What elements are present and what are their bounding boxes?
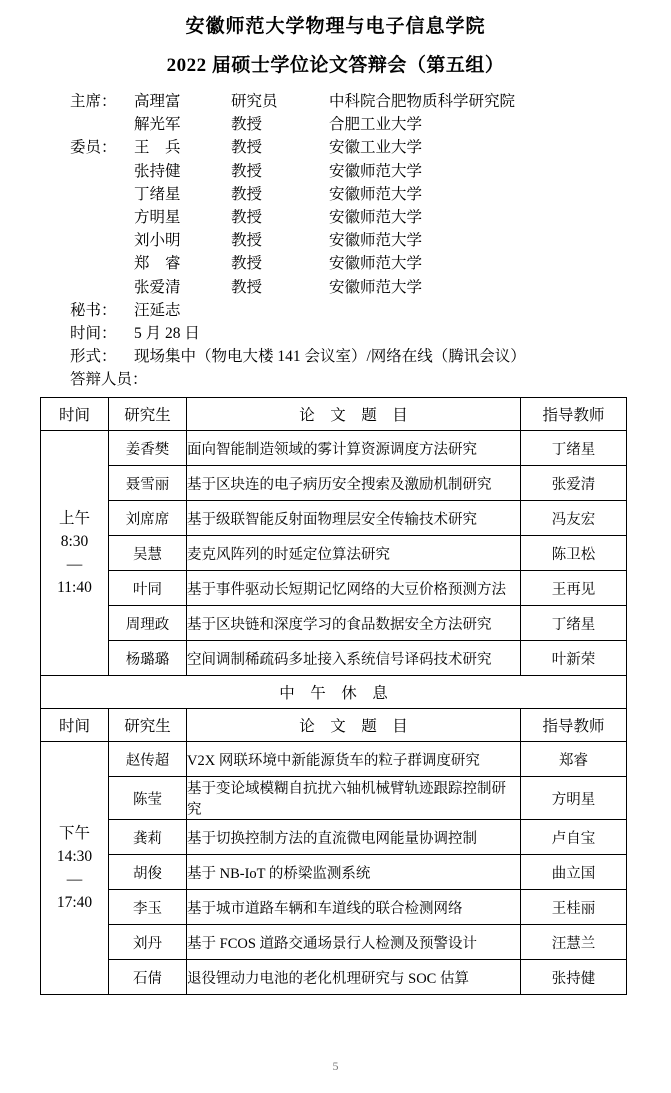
table-row [41, 890, 627, 925]
thesis-title-cell: 基于区块连的电子病历安全搜索及激励机制研究 [187, 466, 521, 501]
advisor-name-cell: 叶新荣 [521, 641, 627, 676]
morning-session-time-cell [41, 431, 109, 676]
member-org: 安徽师范大学 [329, 278, 423, 296]
thesis-title-cell: 基于 FCOS 道路交通场景行人检测及预警设计 [187, 925, 521, 960]
thesis-title-cell: 退役锂动力电池的老化机理研究与 SOC 估算 [187, 960, 521, 995]
member-name: 方明星 [134, 209, 181, 227]
format-value: 现场集中（物电大楼 141 会议室）/网络在线（腾讯会议） [134, 348, 526, 366]
member-title: 研究员 [231, 93, 278, 110]
student-name-cell: 刘丹 [109, 925, 187, 960]
lunch-break-label: 中 午 休 息 [41, 676, 627, 709]
header-student: 研究生 [109, 709, 187, 742]
session-time-dash: — [66, 871, 83, 888]
role-label [70, 252, 134, 275]
member-org: 合肥工业大学 [329, 116, 423, 134]
lunch-break-row [41, 676, 627, 709]
table-row [41, 606, 627, 641]
afternoon-session-time-cell [41, 742, 109, 995]
member-name: 郑 睿 [134, 255, 181, 273]
advisor-name-cell: 陈卫松 [521, 536, 627, 571]
advisor-name-cell: 王桂丽 [521, 890, 627, 925]
member-name: 丁绪星 [134, 185, 181, 203]
advisor-name-cell: 卢自宝 [521, 820, 627, 855]
advisor-name-cell: 方明星 [521, 777, 627, 820]
committee-row [70, 229, 671, 252]
table-row [41, 777, 627, 820]
student-name-cell: 石倩 [109, 960, 187, 995]
secretary-name: 汪延志 [134, 301, 181, 319]
table-row [41, 960, 627, 995]
session-start-time: 8:30 [60, 532, 89, 550]
member-title: 教授 [231, 255, 263, 273]
thesis-title-cell: 基于切换控制方法的直流微电网能量协调控制 [187, 820, 521, 855]
table-row [41, 571, 627, 606]
session-period: 下午 [58, 824, 90, 842]
advisor-name-cell: 郑睿 [521, 742, 627, 777]
committee-row [70, 183, 671, 206]
advisor-name-cell: 王再见 [521, 571, 627, 606]
thesis-title-cell: 基于变论域模糊自抗扰六轴机械臂轨迹跟踪控制研究 [187, 777, 521, 820]
header-time: 时间 [41, 709, 109, 742]
table-row [41, 641, 627, 676]
table-row [41, 925, 627, 960]
format-label: 形式： [70, 348, 117, 366]
thesis-title-cell: 空间调制稀疏码多址接入系统信号译码技术研究 [187, 641, 521, 676]
advisor-name-cell: 冯友宏 [521, 501, 627, 536]
member-name: 张持健 [134, 162, 181, 180]
committee-row [70, 113, 671, 136]
defenders-label: 答辩人员： [70, 371, 148, 389]
advisor-name-cell: 张持健 [521, 960, 627, 995]
student-name-cell: 吴慧 [109, 536, 187, 571]
student-name-cell: 叶同 [109, 571, 187, 606]
member-org: 安徽师范大学 [329, 162, 423, 180]
thesis-title-cell: 基于城市道路车辆和车道线的联合检测网络 [187, 890, 521, 925]
thesis-title-cell: 基于 NB-IoT 的桥梁监测系统 [187, 855, 521, 890]
committee-row [70, 160, 671, 183]
member-name: 刘小明 [134, 232, 181, 250]
session-end-time: 17:40 [56, 894, 93, 912]
student-name-cell: 周理政 [109, 606, 187, 641]
session-end-time: 11:40 [57, 579, 92, 597]
role-label: 委员： [70, 139, 117, 157]
committee-row [70, 206, 671, 229]
defense-schedule-table [40, 397, 627, 995]
header-advisor: 指导教师 [521, 709, 627, 742]
role-label [70, 206, 134, 229]
member-name: 张爱清 [134, 278, 181, 296]
committee-row [70, 252, 671, 275]
member-title: 教授 [231, 116, 263, 134]
session-start-time: 14:30 [56, 847, 93, 865]
table-row [41, 501, 627, 536]
committee-row [70, 136, 671, 159]
advisor-name-cell: 丁绪星 [521, 431, 627, 466]
table-row [41, 536, 627, 571]
member-name: 解光军 [134, 116, 181, 134]
student-name-cell: 陈莹 [109, 777, 187, 820]
table-header-row-afternoon [41, 709, 627, 742]
header-student: 研究生 [109, 398, 187, 431]
table-row [41, 431, 627, 466]
defenders-row [70, 368, 671, 391]
advisor-name-cell: 张爱清 [521, 466, 627, 501]
date-row [70, 322, 671, 345]
thesis-title-cell: 面向智能制造领域的雾计算资源调度方法研究 [187, 431, 521, 466]
header-thesis: 论 文 题 目 [187, 709, 521, 742]
page-subtitle: 2022 届硕士学位论文答辩会（第五组） [166, 55, 505, 76]
page-number: 5 [332, 1059, 339, 1073]
committee-row [70, 90, 671, 113]
advisor-name-cell: 丁绪星 [521, 606, 627, 641]
student-name-cell: 李玉 [109, 890, 187, 925]
role-label [70, 160, 134, 183]
member-title: 教授 [231, 162, 263, 180]
student-name-cell: 赵传超 [109, 742, 187, 777]
advisor-name-cell: 曲立国 [521, 855, 627, 890]
role-label [70, 183, 134, 206]
student-name-cell: 刘席席 [109, 501, 187, 536]
member-org: 安徽师范大学 [329, 209, 423, 227]
format-row [70, 345, 671, 368]
role-label [70, 229, 134, 252]
member-org: 安徽师范大学 [329, 255, 423, 273]
session-time-dash: — [66, 556, 83, 573]
table-row [41, 855, 627, 890]
member-org: 安徽工业大学 [329, 139, 423, 157]
role-label: 主席： [70, 93, 117, 110]
table-header-row-morning [41, 398, 627, 431]
date-label: 时间： [70, 325, 117, 343]
thesis-title-cell: V2X 网联环境中新能源货车的粒子群调度研究 [187, 742, 521, 777]
header-time: 时间 [41, 398, 109, 431]
member-name: 高理富 [134, 93, 181, 110]
member-title: 教授 [231, 209, 263, 227]
page-title: 安徽师范大学物理与电子信息学院 [185, 16, 486, 37]
member-org: 安徽师范大学 [329, 232, 423, 250]
committee-row [70, 276, 671, 299]
table-row [41, 742, 627, 777]
member-org: 中科院合肥物质科学研究院 [329, 93, 516, 110]
info-section [70, 90, 671, 392]
header-thesis: 论 文 题 目 [187, 398, 521, 431]
advisor-name-cell: 汪慧兰 [521, 925, 627, 960]
student-name-cell: 龚莉 [109, 820, 187, 855]
header-advisor: 指导教师 [521, 398, 627, 431]
member-title: 教授 [231, 185, 263, 203]
member-title: 教授 [231, 139, 263, 157]
thesis-title-cell: 基于区块链和深度学习的食品数据安全方法研究 [187, 606, 521, 641]
member-name: 王 兵 [134, 139, 181, 157]
secretary-row [70, 299, 671, 322]
role-label [70, 276, 134, 299]
table-row [41, 820, 627, 855]
date-value: 5 月 28 日 [134, 325, 200, 343]
thesis-title-cell: 基于事件驱动长短期记忆网络的大豆价格预测方法 [187, 571, 521, 606]
member-title: 教授 [231, 278, 263, 296]
role-label [70, 113, 134, 136]
secretary-label: 秘书： [70, 301, 117, 319]
student-name-cell: 聂雪丽 [109, 466, 187, 501]
student-name-cell: 杨璐璐 [109, 641, 187, 676]
student-name-cell: 姜香樊 [109, 431, 187, 466]
member-title: 教授 [231, 232, 263, 250]
session-period: 上午 [58, 509, 90, 527]
table-row [41, 466, 627, 501]
student-name-cell: 胡俊 [109, 855, 187, 890]
thesis-title-cell: 麦克风阵列的时延定位算法研究 [187, 536, 521, 571]
member-org: 安徽师范大学 [329, 185, 423, 203]
thesis-title-cell: 基于级联智能反射面物理层安全传输技术研究 [187, 501, 521, 536]
